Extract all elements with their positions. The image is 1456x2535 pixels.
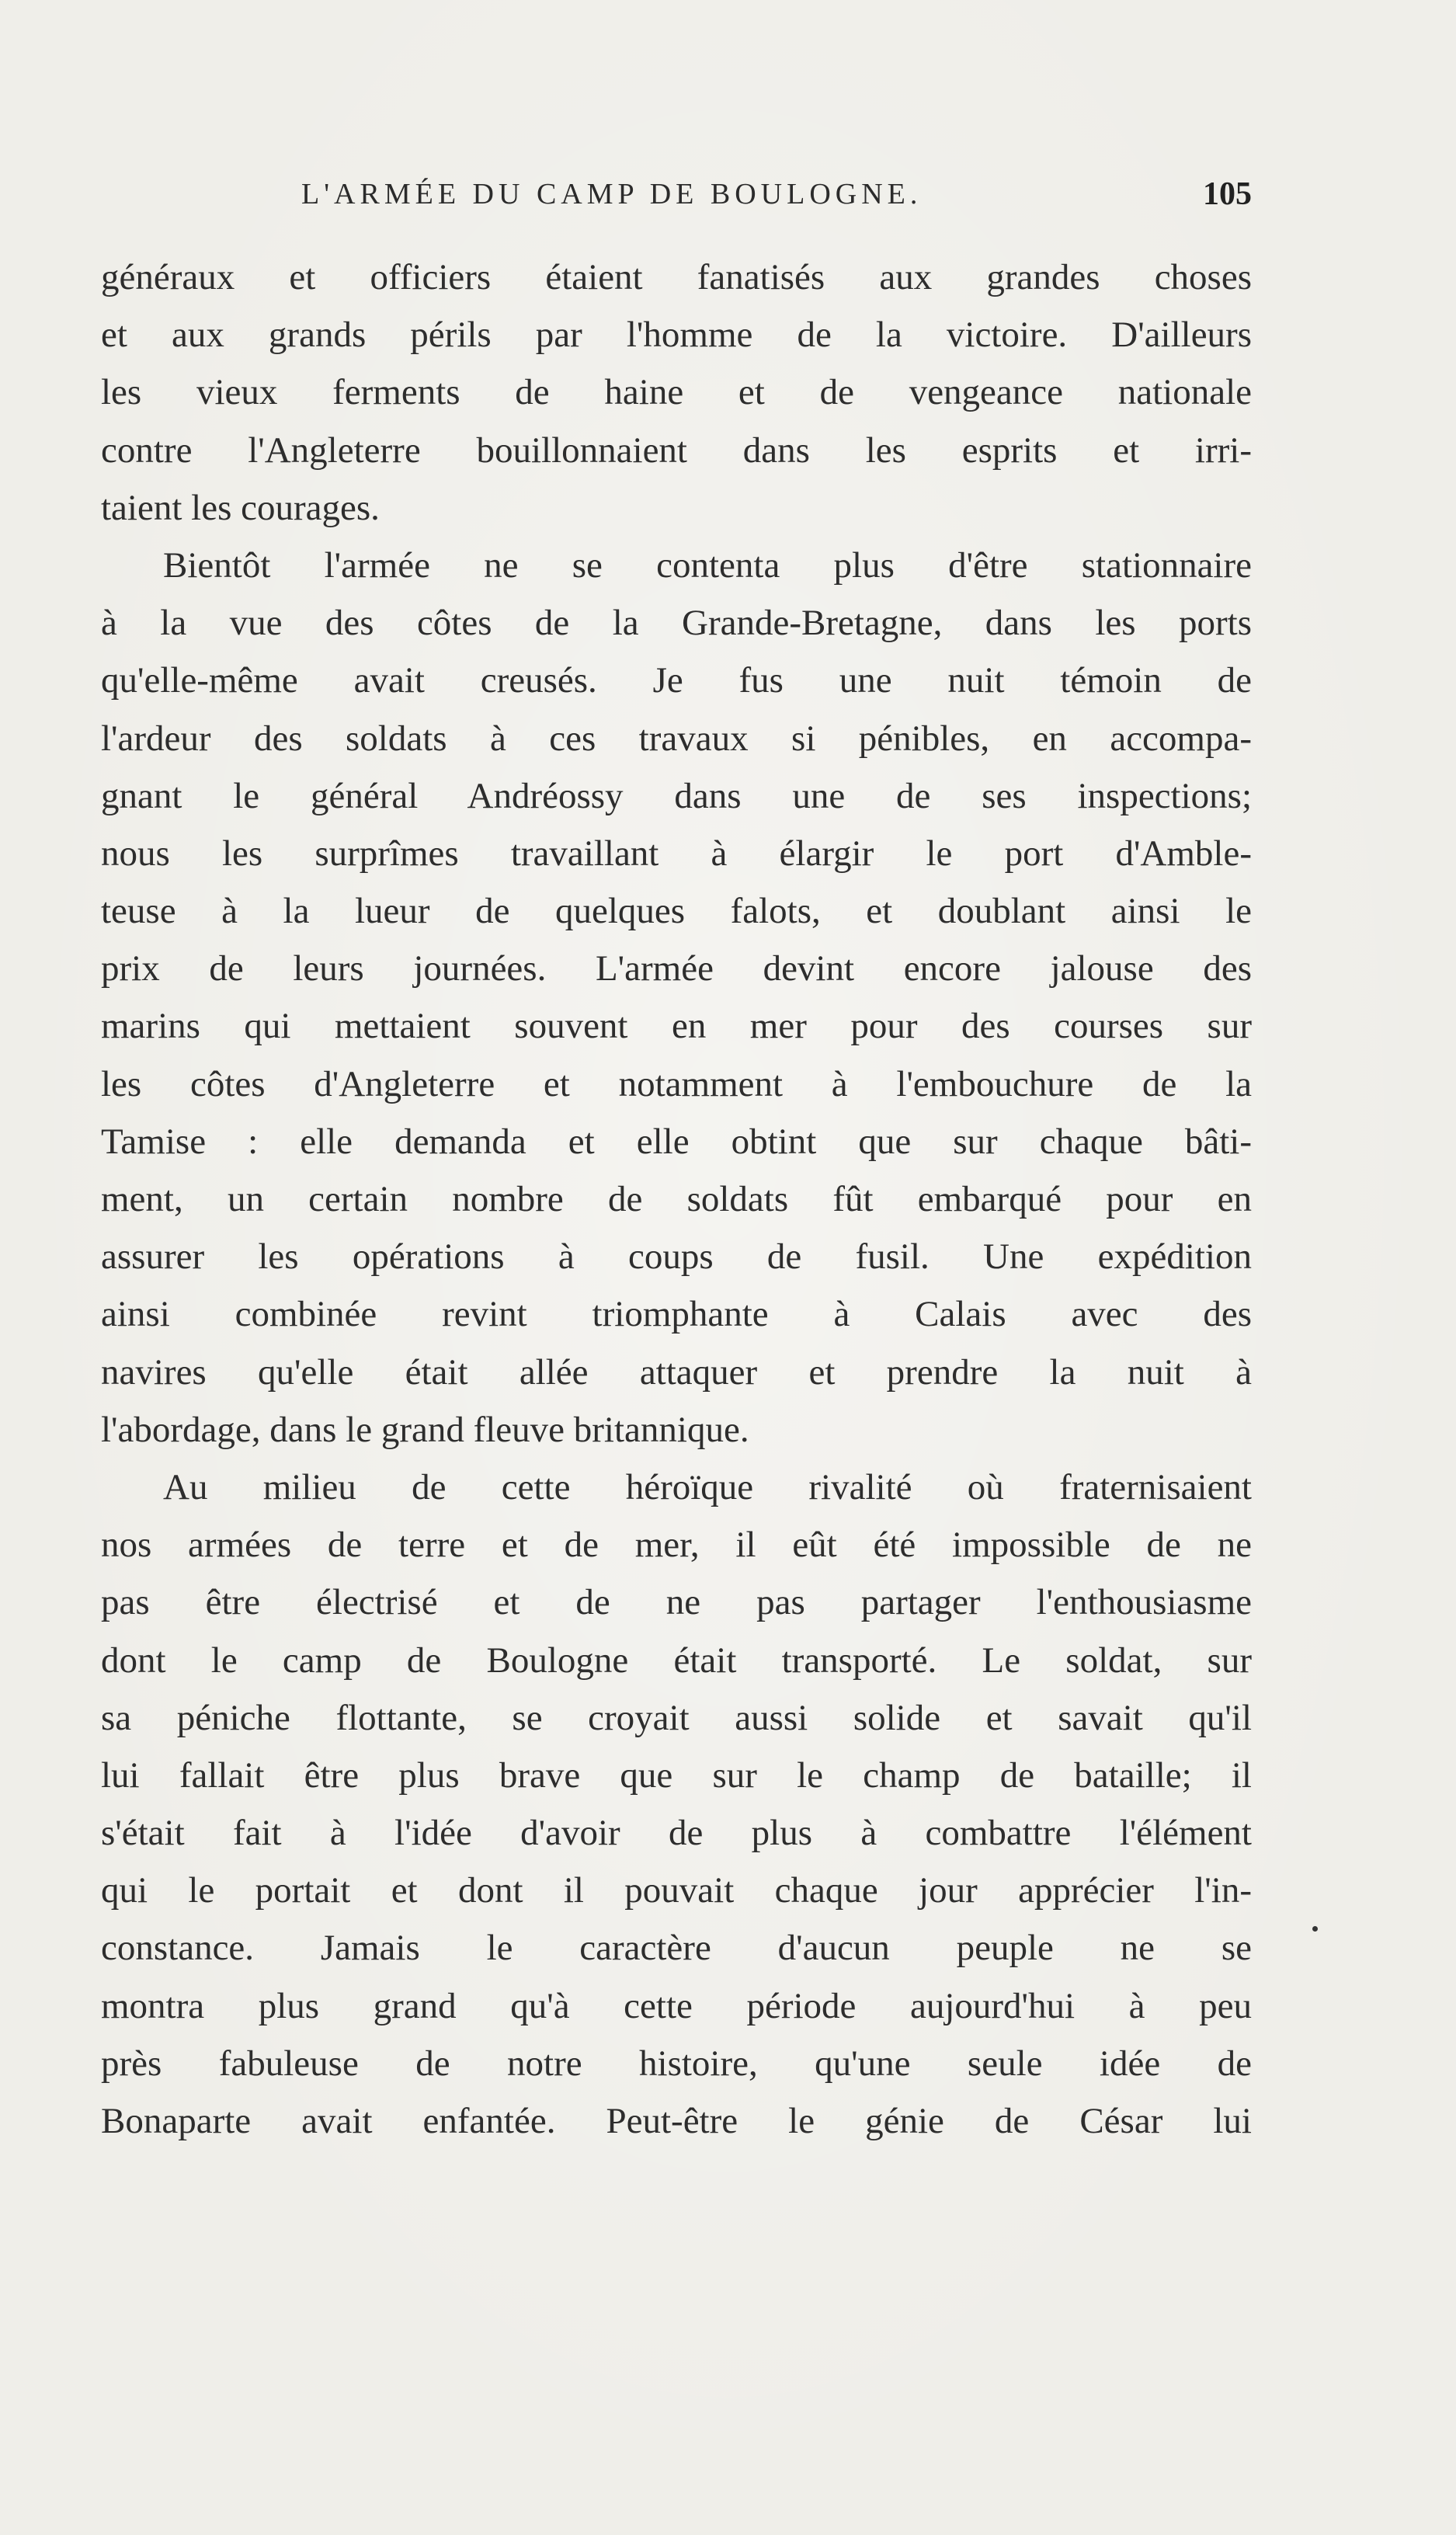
text-line: nos armées de terre et de mer, il eût été impossible de ne (101, 1525, 1252, 1566)
page-header (101, 177, 1252, 231)
text-line: nous les surprîmes travaillant à élargir le port d'Amble- (101, 833, 1252, 874)
text-line: pas être électrisé et de ne pas partager l'enthousiasme (101, 1582, 1252, 1623)
paragraph-start-line: Au milieu de cette héroïque rivalité où fraternisaient (163, 1466, 1252, 1507)
text-line: Tamise : elle demanda et elle obtint que sur chaque bâti- (101, 1121, 1252, 1162)
text-line: prix de leurs journées. L'armée devint encore jalouse des (101, 948, 1252, 989)
running-title: L'ARMÉE DU CAMP DE BOULOGNE. (301, 178, 923, 210)
text-line: les vieux ferments de haine et de vengeance nationale (101, 372, 1252, 413)
text-line: lui fallait être plus brave que sur le champ de bataille; il (101, 1754, 1252, 1796)
text-line: l'abordage, dans le grand fleuve britannique. (101, 1409, 749, 1450)
text-line: près fabuleuse de notre histoire, qu'une seule idée de (101, 2043, 1252, 2084)
text-line: l'ardeur des soldats à ces travaux si pénibles, en accompa- (101, 718, 1252, 759)
text-line: montra plus grand qu'à cette période aujourd'hui à peu (101, 1985, 1252, 2026)
text-line: ment, un certain nombre de soldats fût embarqué pour en (101, 1179, 1252, 1219)
text-line: assurer les opérations à coups de fusil. Une expédition (101, 1236, 1252, 1278)
text-line: gnant le général Andréossy dans une de ses inspections; (101, 775, 1252, 816)
text-line: et aux grands périls par l'homme de la victoire. D'ailleurs (101, 315, 1252, 356)
text-line: dont le camp de Boulogne était transporté. Le soldat, sur (101, 1640, 1252, 1681)
text-line: ainsi combinée revint triomphante à Calais avec des (101, 1294, 1252, 1335)
body-text (101, 249, 1252, 2150)
paragraph-start-line: Bientôt l'armée ne se contenta plus d'être stationnaire (163, 544, 1252, 586)
text-line: teuse à la lueur de quelques falots, et doublant ainsi le (101, 891, 1252, 932)
text-line: sa péniche flottante, se croyait aussi solide et savait qu'il (101, 1697, 1252, 1738)
text-line: à la vue des côtes de la Grande-Bretagne, dans les ports (101, 603, 1252, 644)
text-line: généraux et officiers étaient fanatisés aux grandes choses (101, 257, 1252, 297)
text-line: marins qui mettaient souvent en mer pour des courses sur (101, 1006, 1252, 1047)
text-line: qui le portait et dont il pouvait chaque jour apprécier l'in- (101, 1870, 1252, 1911)
margin-mark (1312, 1926, 1318, 1932)
text-line: s'était fait à l'idée d'avoir de plus à combattre l'élément (101, 1813, 1252, 1854)
text-line: taient les courages. (101, 487, 380, 528)
page-number: 105 (1203, 176, 1252, 212)
text-line: contre l'Angleterre bouillonnaient dans les esprits et irri- (101, 429, 1252, 471)
text-line: qu'elle-même avait creusés. Je fus une nuit témoin de (101, 660, 1252, 701)
text-line: Bonaparte avait enfantée. Peut-être le génie de César lui (101, 2101, 1252, 2141)
text-line: navires qu'elle était allée attaquer et prendre la nuit à (101, 1351, 1252, 1393)
text-line: les côtes d'Angleterre et notamment à l'embouchure de la (101, 1063, 1252, 1104)
text-line: constance. Jamais le caractère d'aucun peuple ne se (101, 1928, 1252, 1969)
